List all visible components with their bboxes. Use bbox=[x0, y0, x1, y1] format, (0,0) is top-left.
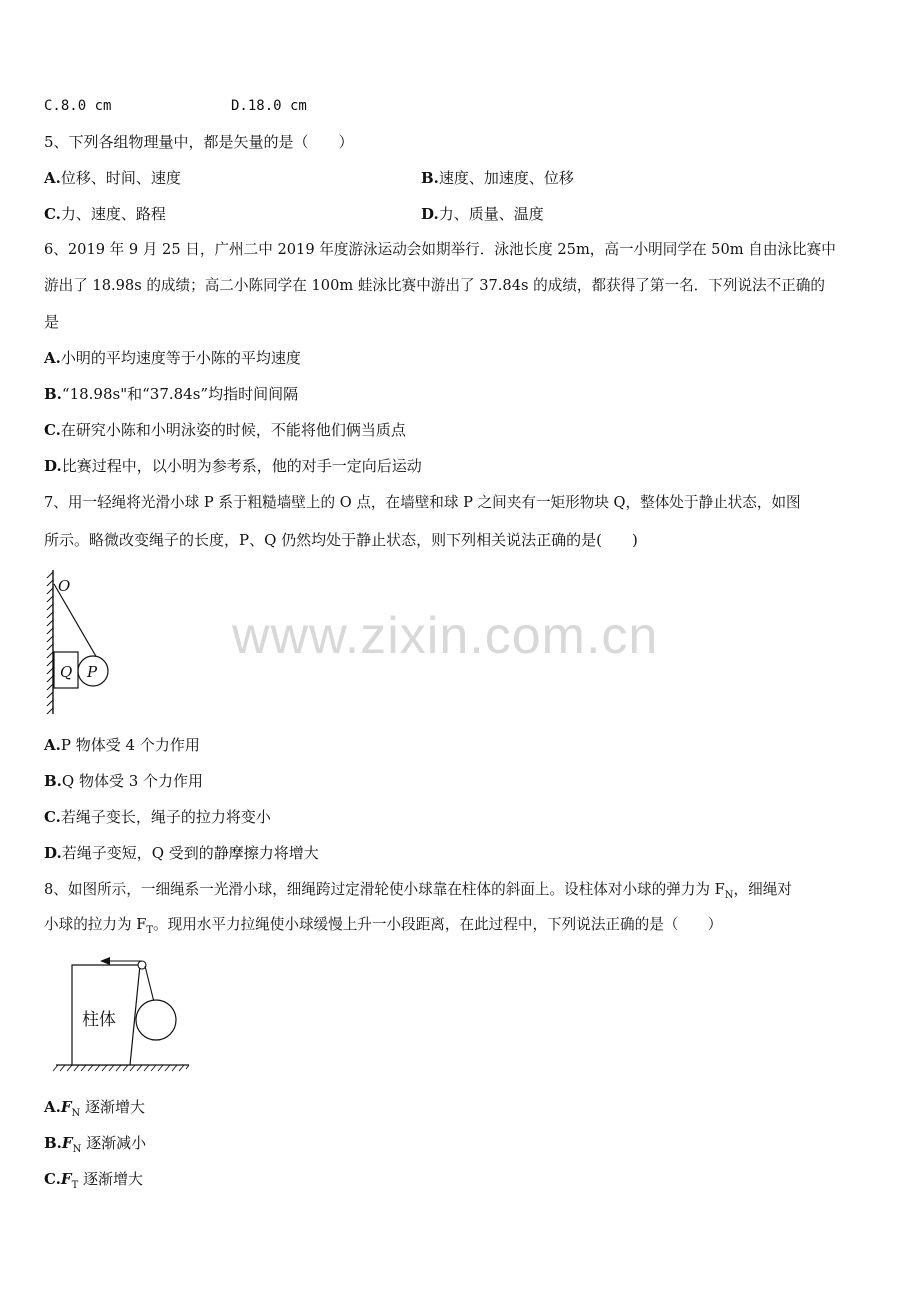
option-text: Q 物体受 3 个力作用 bbox=[61, 772, 204, 790]
label-q: Q bbox=[60, 663, 73, 681]
pillar-label: 柱体 bbox=[82, 1010, 116, 1030]
option-label: D. bbox=[44, 844, 62, 862]
option-text: 若绳子变短，Q 受到的静摩擦力将增大 bbox=[61, 844, 319, 862]
q8-figure bbox=[48, 952, 196, 1074]
option-label: D. bbox=[421, 205, 439, 223]
option-label: C. bbox=[44, 205, 61, 223]
q8-option-c bbox=[44, 1169, 143, 1196]
q4-option-d: D.18.0 cm bbox=[231, 98, 307, 114]
q6-option-a bbox=[44, 348, 301, 368]
subscript: T bbox=[71, 1180, 79, 1191]
q5-option-d bbox=[421, 204, 544, 224]
ball-rope bbox=[145, 966, 154, 1002]
option-label: A. bbox=[44, 349, 61, 367]
option-text: 小明的平均速度等于小陈的平均速度 bbox=[60, 349, 301, 367]
q7-stem-line1: 7、用一轻绳将光滑小球 P 系于粗糙墙壁上的 O 点，在墙壁和球 P 之间夹有一矩形物块 Q，整体处于静止状态，如图 bbox=[44, 494, 801, 511]
q5-stem: 5、下列各组物理量中，都是矢量的是（ ） bbox=[44, 133, 354, 151]
option-variable: F bbox=[60, 1170, 72, 1188]
option-text: 比赛过程中，以小明为参考系，他的对手一定向后运动 bbox=[61, 457, 422, 475]
option-label: A. bbox=[44, 1098, 61, 1116]
option-text: “18.98s"和“37.84s”均指时间间隔 bbox=[61, 385, 299, 403]
option-variable: F bbox=[60, 1098, 72, 1116]
option-label: C. bbox=[44, 808, 61, 826]
ground-hatching bbox=[53, 1065, 189, 1071]
q6-option-c bbox=[44, 420, 406, 440]
option-text: 位移、时间、速度 bbox=[60, 169, 181, 187]
subscript: N bbox=[72, 1144, 82, 1155]
q7-option-c bbox=[44, 807, 271, 827]
q5-option-b bbox=[421, 168, 574, 188]
q7-option-b bbox=[44, 771, 203, 791]
q6-option-b bbox=[44, 384, 298, 404]
option-text: 逐渐增大 bbox=[80, 1098, 146, 1116]
q8-option-a bbox=[44, 1097, 145, 1124]
option-text: 速度、加速度、位移 bbox=[438, 169, 574, 187]
option-label: B. bbox=[421, 169, 439, 187]
q7-option-a bbox=[44, 735, 200, 755]
option-text: 力、速度、路程 bbox=[60, 205, 166, 223]
option-text: 力、质量、温度 bbox=[438, 205, 544, 223]
option-text: 逐渐减小 bbox=[81, 1134, 147, 1152]
q8-stem-line1 bbox=[44, 880, 792, 906]
q8-option-b bbox=[44, 1133, 146, 1160]
label-p: P bbox=[87, 663, 98, 681]
pull-arrow-icon bbox=[100, 957, 110, 965]
subscript: N bbox=[71, 1108, 81, 1119]
q5-option-a bbox=[44, 168, 181, 188]
pulley bbox=[138, 961, 146, 969]
option-label: B. bbox=[44, 385, 62, 403]
ball bbox=[136, 1000, 176, 1040]
option-text: 在研究小陈和小明泳姿的时候，不能将他们俩当质点 bbox=[60, 421, 406, 439]
subscript: N bbox=[724, 889, 734, 901]
q6-stem-line3: 是 bbox=[44, 313, 60, 331]
q7-option-d bbox=[44, 843, 319, 863]
q6-stem-line1: 6、2019 年 9 月 25 日，广州二中 2019 年度游泳运动会如期举行．泳池长度 25m，高一小明同学在 50m 自由泳比赛中 bbox=[44, 241, 836, 258]
q6-stem-line2: 游出了 18.98s 的成绩；高二小陈同学在 100m 蛙泳比赛中游出了 37.84s 的成绩，都获得了第一名．下列说法不正确的 bbox=[44, 277, 826, 294]
stem-text: 。现用水平力拉绳使小球缓慢上升一小段距离，在此过程中，下列说法正确的是（ ） bbox=[153, 916, 723, 933]
label-o: O bbox=[58, 577, 71, 595]
stem-text: 8、如图所示，一细绳系一光滑小球，细绳跨过定滑轮使小球靠在柱体的斜面上。设柱体对小球的弹力为 F bbox=[44, 881, 725, 898]
option-text: 逐渐增大 bbox=[78, 1170, 144, 1188]
stem-text: ，细绳对 bbox=[733, 881, 792, 898]
watermark: www.zixin.com.cn bbox=[232, 607, 659, 665]
option-label: C. bbox=[44, 1170, 61, 1188]
q7-stem-line2: 所示。略微改变绳子的长度，P、Q 仍然均处于静止状态，则下列相关说法正确的是( ) bbox=[44, 531, 638, 549]
stem-text: 小球的拉力为 F bbox=[44, 916, 147, 933]
option-label: B. bbox=[44, 772, 62, 790]
q7-figure bbox=[40, 568, 120, 718]
option-text: P 物体受 4 个力作用 bbox=[60, 736, 200, 754]
q8-stem-line2 bbox=[44, 915, 722, 941]
q4-option-c: C.8.0 cm bbox=[44, 98, 112, 114]
option-variable: F bbox=[61, 1134, 73, 1152]
q6-option-d bbox=[44, 456, 422, 476]
option-label: B. bbox=[44, 1134, 62, 1152]
wall-hatching bbox=[47, 572, 53, 714]
option-label: D. bbox=[44, 457, 62, 475]
rope bbox=[54, 584, 97, 658]
option-label: C. bbox=[44, 421, 61, 439]
option-label: A. bbox=[44, 736, 61, 754]
option-text: 若绳子变长，绳子的拉力将变小 bbox=[60, 808, 271, 826]
option-label: A. bbox=[44, 169, 61, 187]
subscript: T bbox=[146, 924, 153, 936]
q5-option-c bbox=[44, 204, 166, 224]
